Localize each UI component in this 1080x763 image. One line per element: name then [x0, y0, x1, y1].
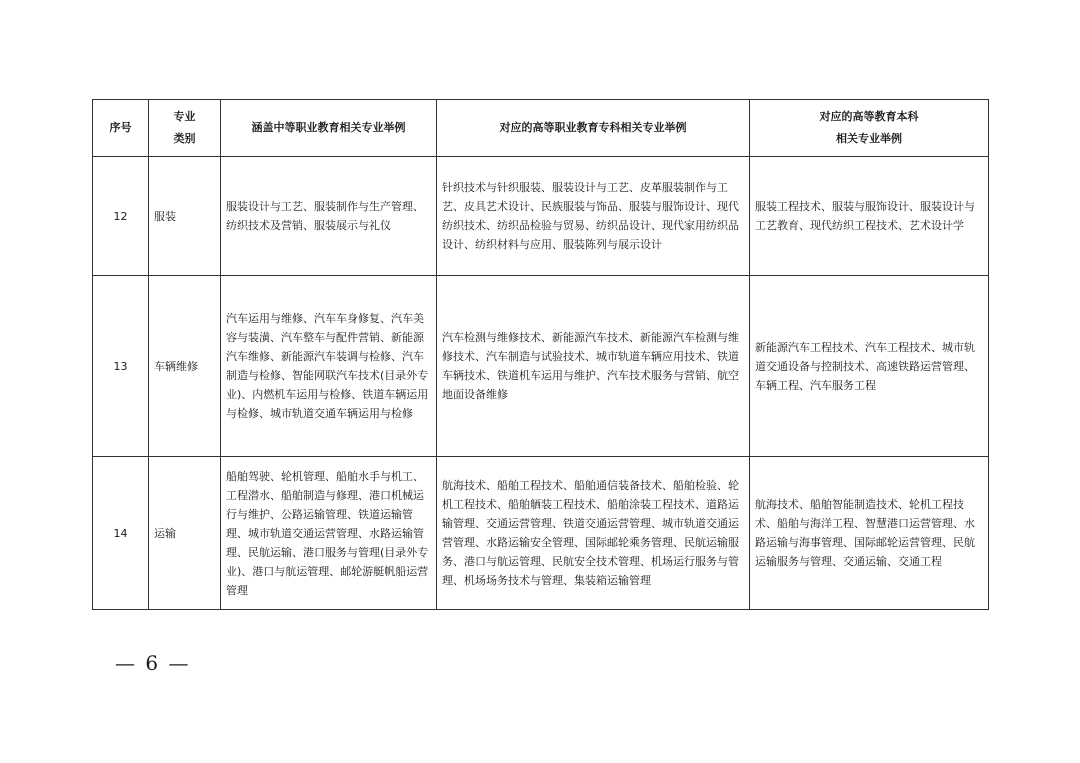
row-vocational-majors: 航海技术、船舶工程技术、船舶通信装备技术、船舶检验、轮机工程技术、船舶舾装工程技术、船舶涂装工程技术、道路运输管理、交通运营管理、铁道交通运营管理、城市轨道交通运营管理、水路运输安全管理、国际邮轮乘务管理、民航运输服务、港口与航运管理、民航安全技术管理、机场运行服务与管理、机场场务技术与管理、集装箱运输管理	[437, 457, 750, 610]
row-index: 12	[93, 157, 149, 276]
row-undergraduate-majors: 服装工程技术、服装与服饰设计、服装设计与工艺教育、现代纺织工程技术、艺术设计学	[750, 157, 989, 276]
header-undergraduate-majors: 对应的高等教育本科 相关专业举例	[750, 100, 989, 157]
table-row	[93, 457, 989, 610]
row-undergraduate-majors: 新能源汽车工程技术、汽车工程技术、城市轨道交通设备与控制技术、高速铁路运营管理、车辆工程、汽车服务工程	[750, 276, 989, 457]
row-vocational-majors: 汽车检测与维修技术、新能源汽车技术、新能源汽车检测与维修技术、汽车制造与试验技术、城市轨道车辆应用技术、铁道车辆技术、铁道机车运用与维护、汽车技术服务与营销、航空地面设备维修	[437, 276, 750, 457]
header-category: 专业 类别	[149, 100, 221, 157]
row-undergraduate-majors: 航海技术、船舶智能制造技术、轮机工程技术、船舶与海洋工程、智慧港口运营管理、水路运输与海事管理、国际邮轮运营管理、民航运输服务与管理、交通运输、交通工程	[750, 457, 989, 610]
header-secondary-majors: 涵盖中等职业教育相关专业举例	[221, 100, 437, 157]
table-row	[93, 157, 989, 276]
page-number: — 6 —	[115, 651, 191, 675]
row-secondary-majors: 船舶驾驶、轮机管理、船舶水手与机工、工程潜水、船舶制造与修理、港口机械运行与维护、公路运输管理、铁道运输管理、城市轨道交通运营管理、水路运输管理、民航运输、港口服务与管理(目录外专业)、港口与航运管理、邮轮游艇帆船运营管理	[221, 457, 437, 610]
row-secondary-majors: 汽车运用与维修、汽车车身修复、汽车美容与装潢、汽车整车与配件营销、新能源汽车维修、新能源汽车装调与检修、汽车制造与检修、智能网联汽车技术(目录外专业)、内燃机车运用与检修、铁道车辆运用与检修、城市轨道交通车辆运用与检修	[221, 276, 437, 457]
header-vocational-majors: 对应的高等职业教育专科相关专业举例	[437, 100, 750, 157]
row-vocational-majors: 针织技术与针织服装、服装设计与工艺、皮革服装制作与工艺、皮具艺术设计、民族服装与饰品、服装与服饰设计、现代纺织技术、纺织品检验与贸易、纺织品设计、现代家用纺织品设计、纺织材料与应用、服装陈列与展示设计	[437, 157, 750, 276]
row-category: 服装	[149, 157, 221, 276]
table-row	[93, 276, 989, 457]
row-secondary-majors: 服装设计与工艺、服装制作与生产管理、纺织技术及营销、服装展示与礼仪	[221, 157, 437, 276]
row-category: 车辆维修	[149, 276, 221, 457]
row-index: 14	[93, 457, 149, 610]
row-category: 运输	[149, 457, 221, 610]
row-index: 13	[93, 276, 149, 457]
table-header-row	[93, 100, 989, 157]
header-index: 序号	[93, 100, 149, 157]
curriculum-table	[92, 99, 989, 610]
